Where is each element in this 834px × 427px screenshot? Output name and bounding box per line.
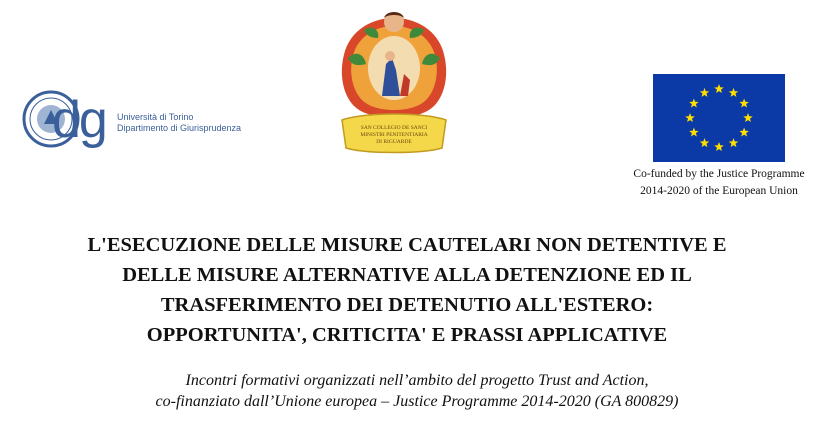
- subtitle-line: co-finanziato dall’Unione europea – Justice Programme 2014-2020 (GA 800829): [155, 393, 679, 410]
- unito-line-1: Università di Torino: [117, 112, 194, 122]
- eu-star-icon: [700, 88, 710, 97]
- eu-caption: [610, 166, 828, 200]
- svg-text:MINISTRI PENITENTIARIA: MINISTRI PENITENTIARIA: [360, 132, 428, 138]
- title-line: OPPORTUNITA', CRITICITA' E PRASSI APPLICATIVE: [146, 324, 668, 346]
- eu-star-icon: [729, 88, 739, 97]
- eu-star-icon: [714, 142, 724, 151]
- eu-star-icon: [743, 113, 753, 122]
- document-title: [40, 230, 774, 350]
- eu-star-icon: [700, 138, 710, 147]
- document-subtitle: [40, 370, 794, 412]
- title-line: DELLE MISURE ALTERNATIVE ALLA DETENZIONE ED IL: [122, 264, 692, 286]
- title-line: L'ESECUZIONE DELLE MISURE CAUTELARI NON DETENTIVE E: [87, 234, 727, 256]
- title-line: TRASFERIMENTO DEI DETENUTIO ALL'ESTERO:: [160, 294, 654, 316]
- eu-star-icon: [739, 99, 749, 108]
- eu-star-icon: [729, 138, 739, 147]
- unito-line-2: Dipartimento di Giurisprudenza: [117, 123, 242, 133]
- collegio-crest-icon: [334, 8, 454, 160]
- eu-flag: [653, 74, 785, 162]
- subtitle-line: Incontri formativi organizzati nell’ambito del progetto Trust and Action,: [185, 372, 649, 389]
- svg-text:DI RIGUARDE: DI RIGUARDE: [376, 139, 412, 145]
- dg-monogram: dg: [52, 91, 106, 149]
- eu-caption-line-2: 2014-2020 of the European Union: [640, 185, 798, 197]
- eu-star-icon: [685, 113, 695, 122]
- unito-name: [117, 112, 241, 134]
- eu-star-icon: [689, 128, 699, 137]
- eu-star-icon: [714, 84, 724, 93]
- eu-star-icon: [739, 128, 749, 137]
- eu-star-icon: [689, 99, 699, 108]
- unito-logo: [22, 88, 252, 160]
- eu-caption-line-1: Co-funded by the Justice Programme: [633, 168, 805, 180]
- svg-text:SAN COLLEGIO DE SANCI: SAN COLLEGIO DE SANCI: [360, 125, 428, 131]
- eu-stars-icon: [653, 74, 785, 162]
